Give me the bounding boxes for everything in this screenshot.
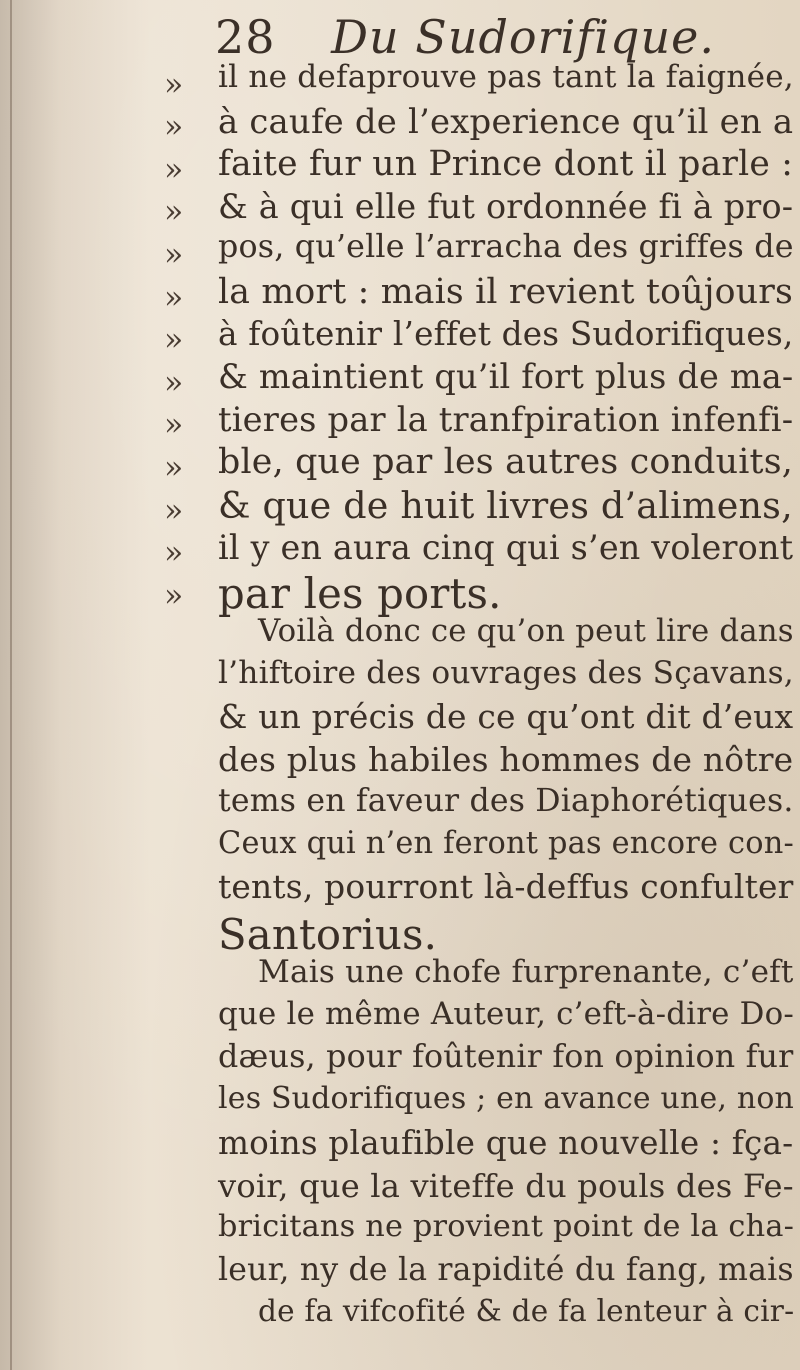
quote-mark: » bbox=[164, 151, 184, 188]
text-line: faite fur un Prince dont il parle : bbox=[218, 144, 794, 185]
text-line: la mort : mais il revient toûjours bbox=[218, 272, 793, 312]
quote-mark: » bbox=[164, 450, 184, 487]
text-line: Ceux qui n’en feront pas encore con- bbox=[218, 825, 794, 861]
page-gutter-shadow bbox=[0, 0, 150, 1370]
text-line: des plus habiles hommes de nôtre bbox=[218, 739, 794, 779]
text-line: & maintient qu’il fort plus de ma- bbox=[218, 357, 794, 397]
text-line: voir, que la viteffe du pouls des Fe- bbox=[218, 1166, 794, 1205]
text-line: & un précis de ce qu’ont dit d’eux bbox=[218, 697, 794, 736]
quote-mark: » bbox=[164, 535, 184, 572]
quote-mark: » bbox=[164, 194, 184, 231]
text-line: & à qui elle fut ordonnée fi à pro- bbox=[218, 186, 794, 226]
text-line: il ne defaprouve pas tant la faignée, bbox=[218, 59, 794, 95]
text-line: Voilà donc ce qu’on peut lire dans bbox=[258, 612, 794, 649]
text-line: à caufe de l’experience qu’il en a bbox=[218, 101, 794, 141]
text-line: Mais une chofe furprenante, c’eft bbox=[258, 953, 794, 990]
running-head bbox=[215, 10, 715, 64]
quote-mark: » bbox=[164, 577, 184, 614]
quote-mark: » bbox=[164, 407, 184, 444]
quote-mark: » bbox=[164, 364, 184, 401]
text-line: pos, qu’elle l’arracha des griffes de bbox=[218, 229, 794, 266]
text-line: les Sudorifiques ; en avance une, non bbox=[218, 1081, 795, 1117]
page-number: 28 bbox=[215, 10, 276, 64]
quote-mark: » bbox=[164, 237, 184, 274]
text-line: l’hiftoire des ouvrages des Sçavans, bbox=[218, 655, 794, 692]
running-title: Du Sudorifique. bbox=[331, 10, 715, 64]
quote-mark: » bbox=[164, 109, 184, 146]
text-line: tents, pourront là-deffus confulter bbox=[218, 868, 794, 907]
text-line: & que de huit livres d’alimens, bbox=[218, 484, 793, 527]
page-edge bbox=[10, 0, 12, 1370]
text-line: moins plaufible que nouvelle : fça- bbox=[218, 1124, 794, 1162]
text-line: bricitans ne provient point de la cha- bbox=[218, 1209, 795, 1245]
text-line: que le même Auteur, c’eft-à-dire Do- bbox=[218, 996, 795, 1033]
text-line: tems en faveur des Diaphorétiques. bbox=[218, 783, 794, 820]
text-line: Santorius. bbox=[218, 910, 438, 959]
text-line: leur, ny de la rapidité du fang, mais bbox=[218, 1251, 794, 1288]
quote-mark: » bbox=[164, 66, 184, 103]
quote-mark: » bbox=[164, 279, 184, 316]
text-line: dæus, pour foûtenir fon opinion fur bbox=[218, 1038, 794, 1075]
text-line: à foûtenir l’effet des Sudorifiques, bbox=[218, 314, 794, 353]
text-line: il y en aura cinq qui s’en voleront bbox=[218, 527, 794, 567]
quote-mark: » bbox=[164, 492, 184, 529]
text-line: tieres par la tranfpiration infenfi- bbox=[218, 399, 794, 439]
text-line: de fa vifcofité & de fa lenteur à cir- bbox=[258, 1294, 795, 1329]
quote-mark: » bbox=[164, 322, 184, 359]
text-line: ble, que par les autres conduits, bbox=[218, 442, 794, 483]
text-line: par les ports. bbox=[218, 569, 502, 619]
